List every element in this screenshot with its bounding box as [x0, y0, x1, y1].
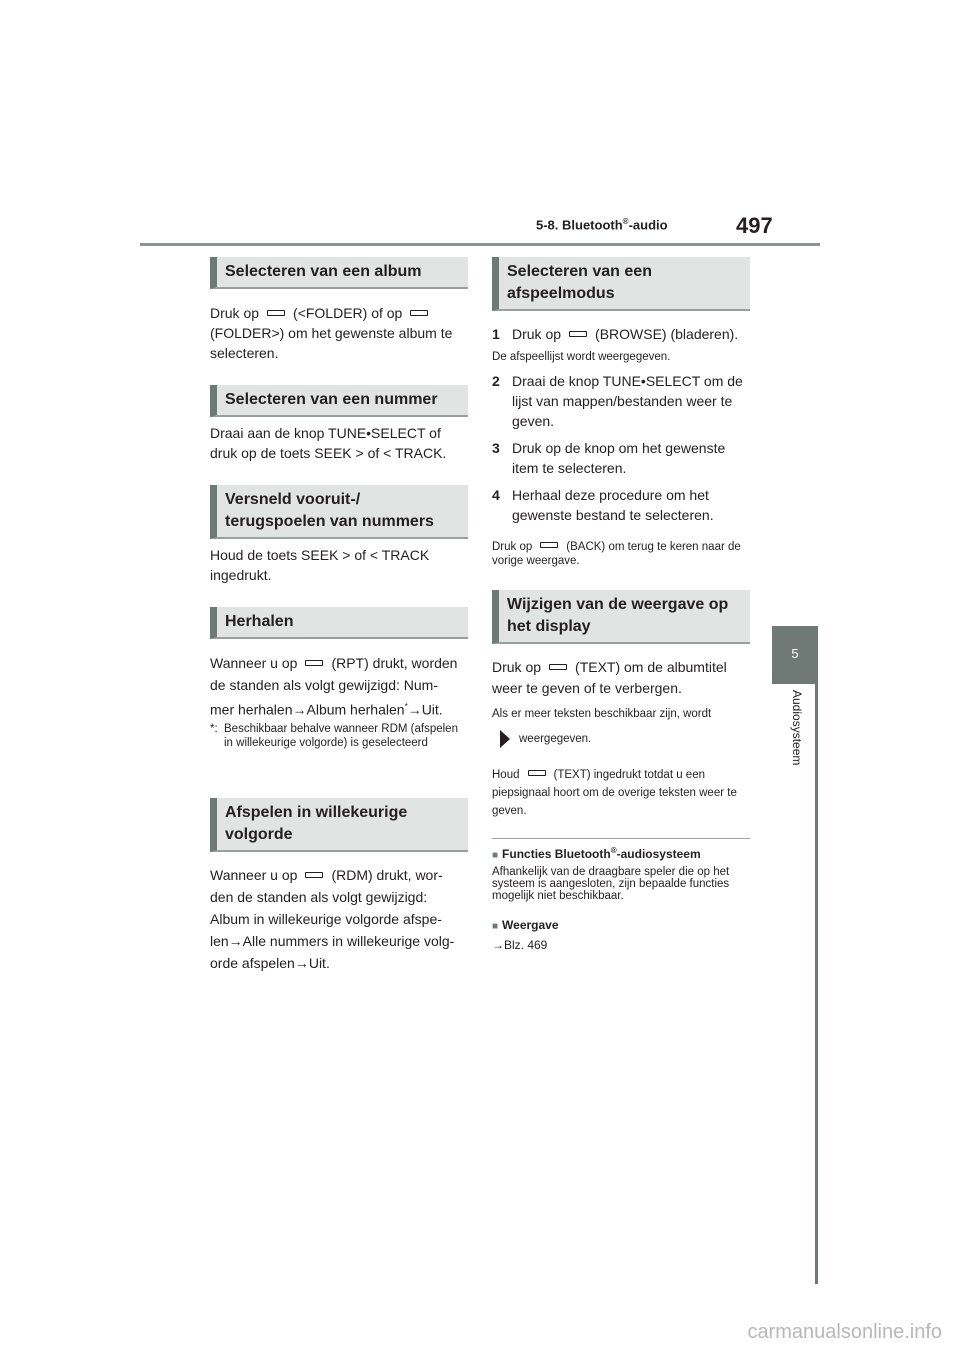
- header-divider: [140, 243, 820, 246]
- button-icon: [549, 664, 567, 670]
- heading-ffrew: Versneld vooruit-/ terugspoelen van nummers: [210, 485, 468, 539]
- page-number: 497: [736, 213, 773, 238]
- button-icon: [569, 331, 587, 337]
- button-icon: [540, 542, 558, 548]
- repeat-footnote: *: Beschikbaar behalve wanneer RDM (afspelen in willekeurige volgorde) is geselecteerd: [210, 723, 458, 749]
- heading-random: Afspelen in willekeurige volgorde: [210, 798, 468, 852]
- more-text-arrow-icon: [500, 730, 510, 748]
- playmode-step-2: 2 Draai de knop TUNE•SELECT om de lijst van mappen/bestanden weer te geven.: [492, 373, 743, 429]
- display-note-3: Houd (TEXT) ingedrukt totdat u een piepsignaal hoort om de overige teksten weer te geven.: [492, 769, 737, 817]
- display-note-2: weergegeven.: [500, 730, 758, 748]
- display-note-1: Als er meer teksten beschikbaar zijn, wordt: [492, 708, 712, 720]
- chapter-tab-line: [815, 684, 818, 1284]
- section-divider: [492, 838, 750, 839]
- heading-display: Wijzigen van de weergave op het display: [492, 590, 750, 644]
- functions-text: Afhankelijk van de draagbare speler die op het systeem is aangesloten, zijn bepaalde functies mogelijk niet beschikbaar.: [492, 866, 730, 902]
- album-text: Druk op (<FOLDER) of op(FOLDER>) om het gewenste album te selecteren.: [210, 305, 453, 361]
- chapter-tab: 5: [772, 626, 818, 684]
- playmode-note-1: De afspeellijst wordt weergegeven.: [492, 351, 671, 363]
- button-icon: [267, 310, 285, 316]
- watermark: carmanualsonline.info: [747, 1321, 942, 1343]
- playmode-note-2: Druk op (BACK) om terug te keren naar de vorige weergave.: [492, 541, 741, 567]
- repeat-text: Wanneer u op (RPT) drukt, worden de standen als volgt gewijzigd: Num- mer herhalen→Album herhalen*→Uit.: [210, 655, 458, 718]
- track-text: Draai aan de knop TUNE•SELECT of druk op de toets SEEK > of < TRACK.: [210, 425, 447, 461]
- weergave-title: ■ Weergave: [492, 918, 559, 932]
- button-icon: [410, 310, 428, 316]
- weergave-ref-link[interactable]: →Blz. 469: [492, 938, 548, 952]
- button-icon: [305, 660, 323, 666]
- heading-playmode: Selecteren van een afspeelmodus: [492, 257, 750, 311]
- ffrew-text: Houd de toets SEEK > of < TRACK ingedrukt.: [210, 547, 430, 583]
- button-icon: [528, 770, 546, 776]
- button-icon: [305, 872, 323, 878]
- playmode-step-1: 1 Druk op (BROWSE) (bladeren).: [492, 326, 739, 342]
- display-text: Druk op (TEXT) om de albumtitel weer te geven of te verbergen.: [492, 659, 727, 696]
- chapter-label: Audiosysteem: [790, 690, 804, 766]
- playmode-step-3: 3 Druk op de knop om het gewenste item te selecteren.: [492, 440, 726, 476]
- random-text: Wanneer u op (RDM) drukt, wor- den de standen als volgt gewijzigd: Album in willekeurige volgorde afspe-len→Alle nummers in willekeurige volg-orde afspelen→Uit.: [210, 867, 455, 971]
- heading-select-track: Selecteren van een nummer: [210, 385, 468, 417]
- playmode-step-4: 4 Herhaal deze procedure om het gewenste bestand te selecteren.: [492, 487, 714, 523]
- heading-select-album: Selecteren van een album: [210, 257, 468, 289]
- heading-repeat: Herhalen: [210, 607, 468, 639]
- functions-title: ■ Functies Bluetooth®-audiosysteem: [492, 846, 701, 861]
- section-title: 5-8. Bluetooth®-audio: [536, 217, 668, 233]
